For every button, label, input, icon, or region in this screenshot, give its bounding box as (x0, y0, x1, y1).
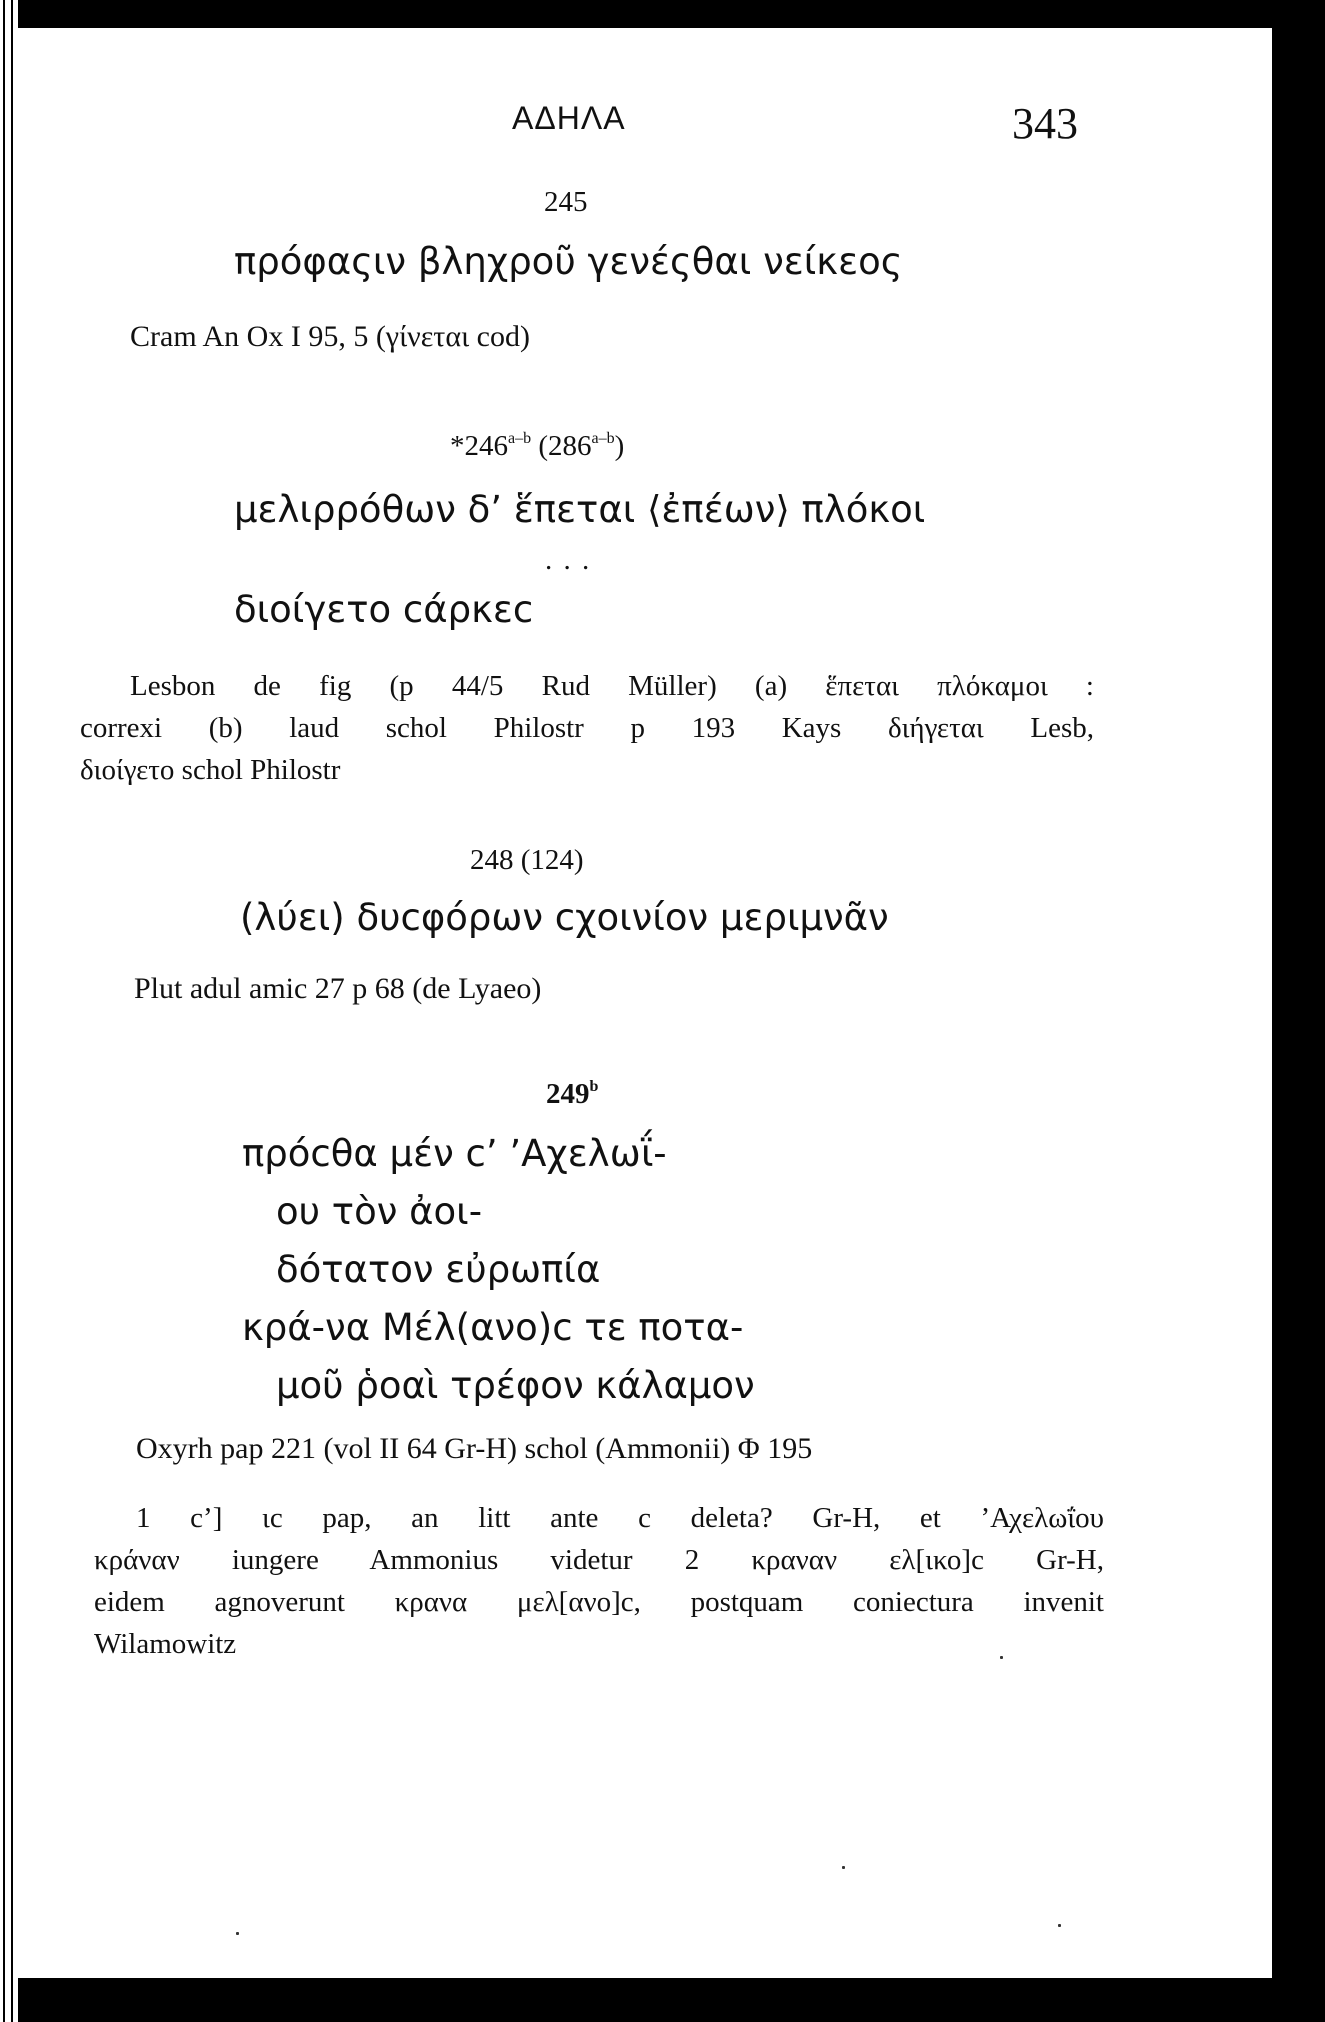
page-number: 343 (1012, 99, 1078, 148)
source-citation: Oxyrh pap 221 (vol II 64 Gr-H) schol (Ammonii) Φ 195 (136, 1432, 813, 1465)
apparatus-line: Wilamowitz (94, 1628, 237, 1660)
apparatus-line: Lesbon de fig (p 44/5 Rud Müller) (a) ἕπεται πλόκαμοι : (130, 670, 1094, 702)
apparatus-line: διοίγετο schol Philostr (80, 754, 341, 786)
fragment-number: *246$^{a-b}$ (286$^{a-b}$) (450, 430, 625, 462)
greek-verse: μελιρρόθων δʼ ἕπεται ⟨ἐπέων⟩ πλόκοι (234, 488, 926, 531)
book-page (18, 28, 1272, 1978)
scan-left-margin (0, 0, 18, 2022)
fragment-number: 249$^b$ (546, 1078, 599, 1110)
greek-verse-line: δότατον εὐρωπία (276, 1248, 601, 1291)
fragment-number: 245 (544, 186, 588, 218)
greek-verse-line: κρά-να Μέλ(ανο)c τε ποτα- (242, 1306, 744, 1349)
scan-edge-rule (11, 0, 13, 2022)
lacuna-ellipsis: . . . (545, 544, 592, 576)
scan-speck (236, 1932, 239, 1935)
greek-verse-line: πρόcθα μέν cʼ ʼΑχελωΐ- (242, 1132, 667, 1175)
greek-verse-line: ου τὸν ἀοι- (276, 1190, 483, 1233)
source-citation: Cram An Ox I 95, 5 (γίνεται cod) (130, 320, 530, 353)
apparatus-line: κράναν iungere Ammonius videtur 2 κραναν ελ[ικο]c Gr-H, (94, 1544, 1104, 1576)
greek-verse: (λύει) δυcφόρων cχοινίον μεριμνᾶν (240, 896, 889, 939)
apparatus-line: correxi (b) laud schol Philostr p 193 Kays διήγεται Lesb, (80, 712, 1094, 744)
running-title: ΑΔΗΛΑ (512, 100, 626, 136)
scan-speck (1000, 1656, 1003, 1659)
scan-speck (1058, 1924, 1061, 1927)
greek-verse-line: μοῦ ῥοαὶ τρέφον κάλαμον (276, 1364, 755, 1407)
fragment-number: 248 (124) (470, 844, 584, 876)
greek-verse: διοίγετο cάρκεc (234, 588, 534, 631)
source-citation: Plut adul amic 27 p 68 (de Lyaeo) (134, 972, 542, 1005)
apparatus-line: eidem agnoverunt κρανα μελ[ανο]c, postquam coniectura invenit (94, 1586, 1104, 1618)
greek-verse: πρόφαςιν βληχροῦ γενέςθαι νείκεος (234, 240, 903, 283)
scan-speck (842, 1866, 845, 1869)
apparatus-line: 1 cʼ] ιc pap, an litt ante c deleta? Gr-H, et ʼΑχελωΐου (136, 1502, 1104, 1534)
scan-edge-rule (3, 0, 5, 2022)
